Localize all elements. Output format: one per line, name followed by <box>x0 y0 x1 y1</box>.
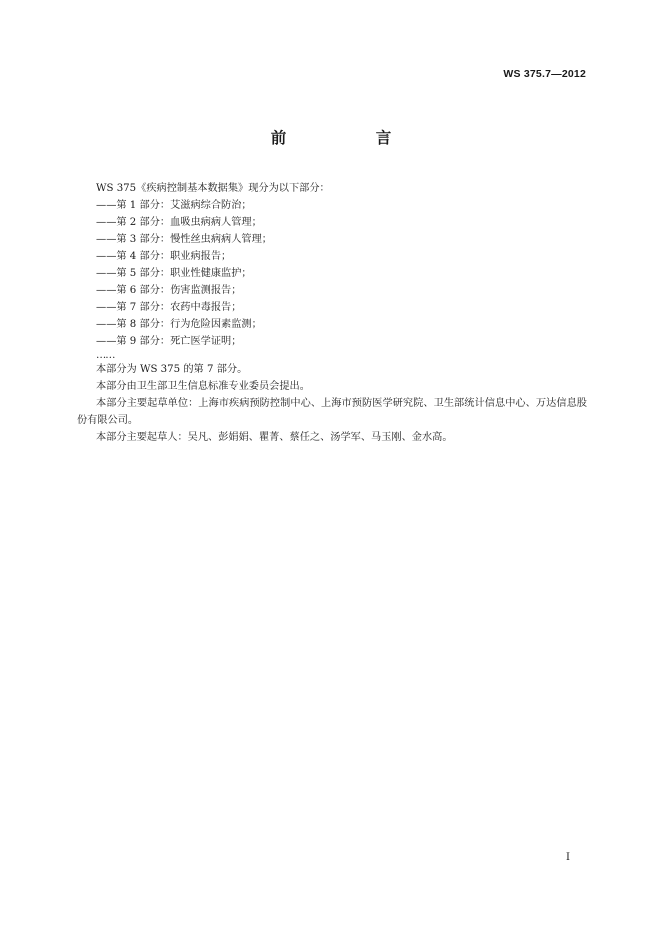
ellipsis: …… <box>96 350 115 361</box>
part-item: ——第 6 部分：伤害监测报告； <box>96 285 242 296</box>
statement-drafters: 本部分主要起草人：吴凡、彭娟娟、瞿菁、蔡任之、汤学军、马玉刚、金水高。 <box>96 432 453 443</box>
part-item: ——第 9 部分：死亡医学证明； <box>96 336 242 347</box>
part-item: ——第 3 部分：慢性丝虫病病人管理； <box>96 234 272 245</box>
part-item: ——第 4 部分：职业病报告； <box>96 251 232 262</box>
part-item: ——第 7 部分：农药中毒报告； <box>96 302 242 313</box>
part-item: ——第 1 部分：艾滋病综合防治； <box>96 200 252 211</box>
part-item: ——第 2 部分：血吸虫病病人管理； <box>96 217 262 228</box>
part-item: ——第 5 部分：职业性健康监护； <box>96 268 252 279</box>
statement-part: 本部分为 WS 375 的第 7 部分。 <box>96 364 248 375</box>
intro-line: WS 375《疾病控制基本数据集》现分为以下部分： <box>96 183 330 194</box>
document-body <box>77 180 587 446</box>
part-item: ——第 8 部分：行为危险因素监测； <box>96 319 262 330</box>
standard-code: WS 375.7—2012 <box>503 68 586 80</box>
statement-proposer: 本部分由卫生部卫生信息标准专业委员会提出。 <box>96 381 310 392</box>
statement-units: 本部分主要起草单位：上海市疾病预防控制中心、上海市预防医学研究院、卫生部统计信息中心、万达信息股份有限公司。 <box>77 398 587 426</box>
page-number: I <box>566 852 570 863</box>
page-title: 前 言 <box>270 129 434 147</box>
